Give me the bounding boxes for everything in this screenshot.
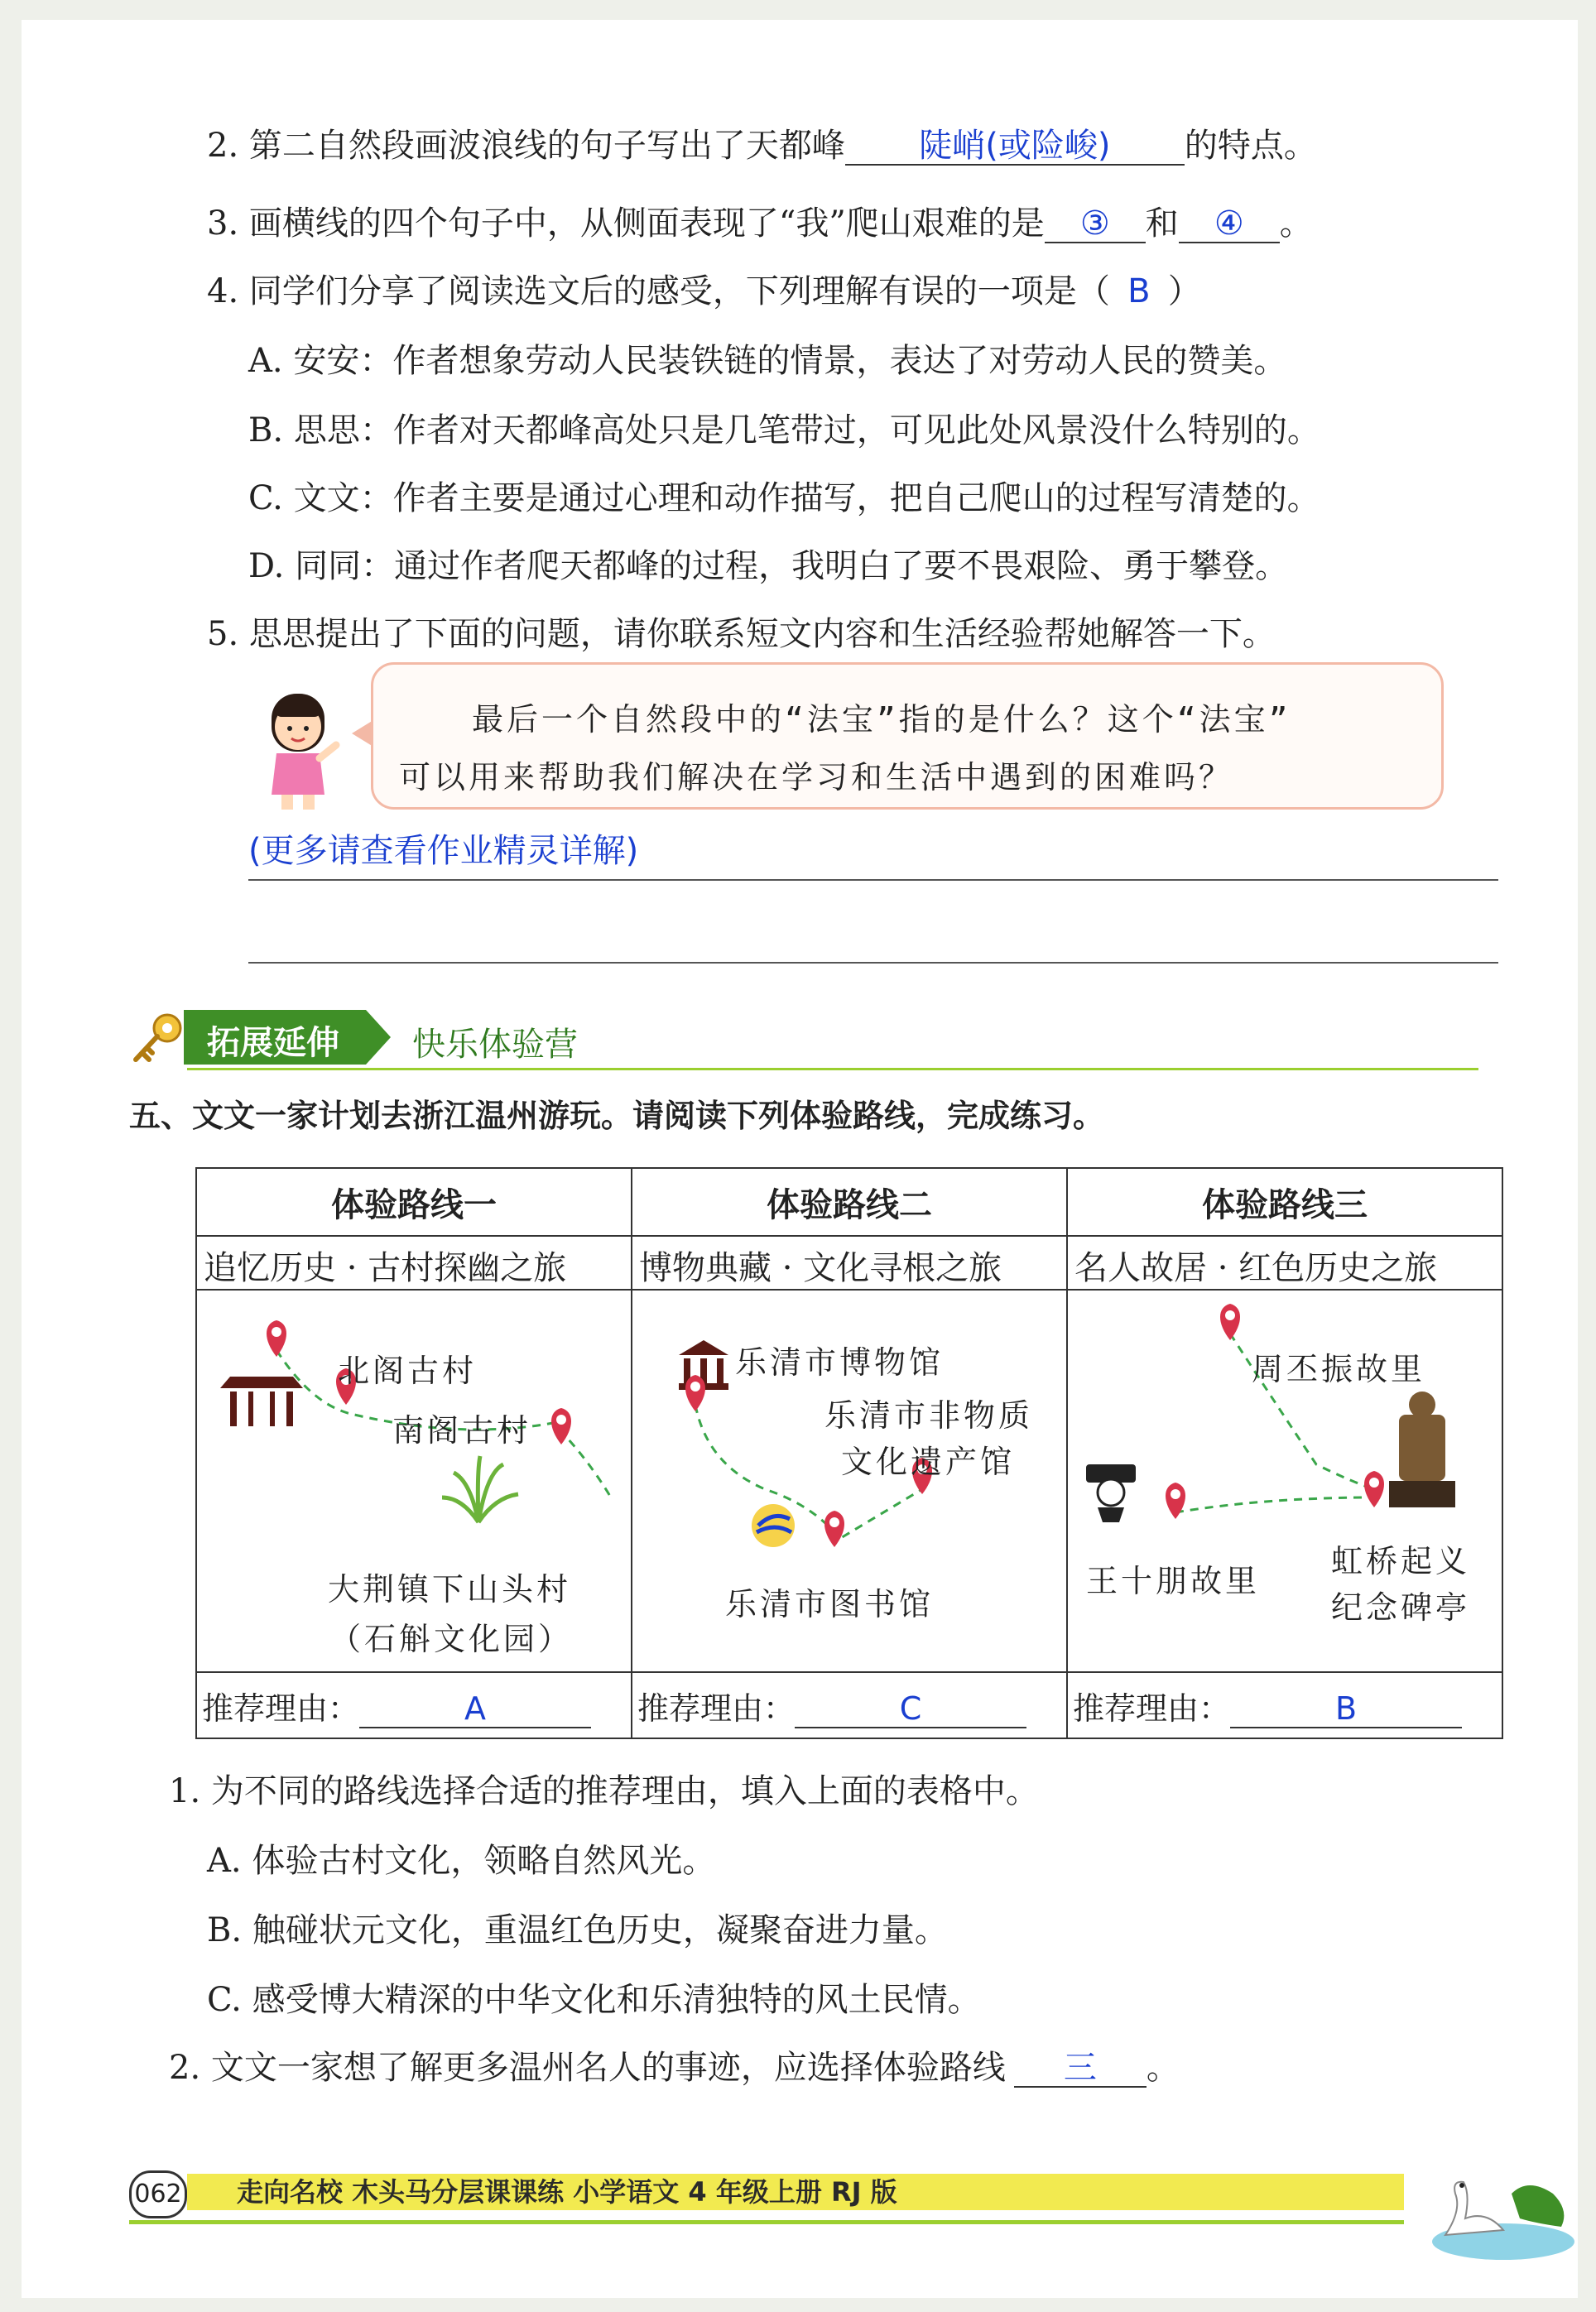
girl-illustration (248, 687, 348, 811)
route-2-map (632, 1290, 1067, 1672)
pin-icon (685, 1375, 705, 1411)
question-3 (207, 202, 1313, 245)
question-text: ） (1167, 272, 1201, 310)
route-2-header: 体验路线二 (632, 1168, 1067, 1236)
answer-blank[interactable]: 陡峭(或险峻) (845, 127, 1185, 166)
question-text: 和 (1145, 204, 1179, 243)
route-1-map (196, 1290, 632, 1672)
banner-title: 拓展延伸 (207, 1024, 339, 1062)
question-5: 5. 思思提出了下面的问题，请你联系短文内容和生活经验帮她解答一下。 (207, 615, 1276, 653)
s5-option-b: B. 触碰状元文化，重温红色历史，凝聚奋进力量。 (207, 1911, 948, 1949)
s5-question-2 (169, 2046, 1180, 2089)
s5-option-c: C. 感受博大精深的中华文化和乐清独特的风土民情。 (207, 1981, 981, 2019)
plant-icon (442, 1456, 518, 1522)
answer-line (248, 879, 1498, 881)
pin-icon (551, 1408, 571, 1444)
route-1-header: 体验路线一 (196, 1168, 632, 1236)
place-shihu-park: （石斛文化园） (329, 1621, 574, 1657)
reason-label: 推荐理由： (202, 1690, 360, 1727)
pin-icon (267, 1320, 286, 1357)
place-yueqing-museum: 乐清市博物馆 (735, 1344, 945, 1381)
swan-decoration (1412, 2144, 1578, 2268)
banner-subtitle: 快乐体验营 (412, 1026, 578, 1064)
library-icon (752, 1504, 795, 1547)
pavilion-icon (220, 1377, 303, 1426)
answer-blank[interactable]: 三 (1014, 2050, 1147, 2088)
route-1-reason (196, 1672, 632, 1738)
route-3-header: 体验路线三 (1067, 1168, 1502, 1236)
place-yueqing-library: 乐清市图书馆 (725, 1586, 935, 1622)
route-1-theme: 追忆历史 · 古村探幽之旅 (196, 1236, 632, 1290)
option-a: A. 安安：作者想象劳动人民装铁链的情景，表达了对劳动人民的赞美。 (248, 342, 1287, 380)
s5-question-1: 1. 为不同的路线选择合适的推荐理由，填入上面的表格中。 (169, 1772, 1039, 1810)
footer-text: 走向名校 木头马分层课课练 小学语文 4 年级上册 RJ 版 (237, 2176, 897, 2208)
question-text: 2. 文文一家想了解更多温州名人的事迹，应选择体验路线 (169, 2049, 1006, 2087)
reason-label: 推荐理由： (637, 1690, 796, 1727)
section-5-title: 五、文文一家计划去浙江温州游玩。请阅读下列体验路线，完成练习。 (129, 1098, 1105, 1134)
reason-answer[interactable]: A (359, 1690, 591, 1728)
place-nange-village: 南阁古村 (392, 1412, 532, 1449)
place-zhoupizhen-home: 周丕振故里 (1252, 1351, 1426, 1387)
question-text: 的特点。 (1184, 127, 1317, 165)
routes-table (195, 1167, 1503, 1739)
pin-icon (824, 1511, 844, 1547)
question-4 (207, 270, 1201, 313)
q5-answer[interactable]: (更多请查看作业精灵详解) (248, 832, 639, 870)
question-text: 4. 同学们分享了阅读选文后的感受，下列理解有误的一项是（ (207, 272, 1110, 310)
question-text: 。 (1279, 204, 1313, 243)
place-heritage-hall-line2: 文化遗产馆 (841, 1444, 1016, 1480)
reason-label: 推荐理由： (1073, 1690, 1231, 1727)
question-2 (207, 124, 1317, 167)
reason-answer[interactable]: B (1230, 1690, 1462, 1728)
route-3-map (1067, 1290, 1502, 1672)
answer-line (248, 962, 1498, 964)
reason-answer[interactable]: C (795, 1690, 1026, 1728)
route-3-theme: 名人故居 · 红色历史之旅 (1067, 1236, 1502, 1290)
s5-option-a: A. 体验古村文化，领略自然风光。 (207, 1842, 716, 1880)
answer-choice[interactable]: B (1127, 272, 1151, 310)
portrait-icon (1086, 1464, 1136, 1522)
banner-underline (187, 1068, 1478, 1070)
question-text: 2. 第二自然段画波浪线的句子写出了天都峰 (207, 127, 845, 165)
route-2-reason (632, 1672, 1067, 1738)
place-memorial-pavilion: 纪念碑亭 (1331, 1589, 1471, 1626)
key-icon (129, 1012, 187, 1066)
place-hongqiao-uprising: 虹桥起义 (1331, 1543, 1471, 1579)
pin-icon (1364, 1471, 1384, 1507)
place-wangshipeng-home: 王十朋故里 (1086, 1563, 1261, 1599)
bubble-line-1: 最后一个自然段中的“法宝”指的是什么？这个“法宝” (472, 701, 1291, 738)
monument-icon (1389, 1392, 1455, 1507)
question-text: 3. 画横线的四个句子中，从侧面表现了“我”爬山艰难的是 (207, 204, 1045, 243)
option-b: B. 思思：作者对天都峰高处只是几笔带过，可见此处风景没什么特别的。 (248, 411, 1320, 449)
place-xiashantou-village: 大荆镇下山头村 (328, 1571, 572, 1608)
route-2-theme: 博物典藏 · 文化寻根之旅 (632, 1236, 1067, 1290)
answer-blank[interactable]: ④ (1179, 205, 1280, 243)
footer-line (129, 2220, 1404, 2224)
answer-blank[interactable]: ③ (1045, 205, 1146, 243)
route-3-reason (1067, 1672, 1502, 1738)
question-text: 。 (1146, 2049, 1180, 2087)
option-c: C. 文文：作者主要是通过心理和动作描写，把自己爬山的过程写清楚的。 (248, 479, 1320, 517)
place-beige-village: 北阁古村 (338, 1353, 478, 1389)
place-heritage-hall-line1: 乐清市非物质 (824, 1397, 1034, 1434)
option-d: D. 同同：通过作者爬天都峰的过程，我明白了要不畏艰险、勇于攀登。 (248, 547, 1289, 585)
page-number: 062 (129, 2170, 187, 2218)
pin-icon (1220, 1304, 1240, 1340)
bubble-line-2: 可以用来帮助我们解决在学习和生活中遇到的困难吗？ (399, 759, 1234, 796)
pin-icon (1166, 1483, 1185, 1519)
